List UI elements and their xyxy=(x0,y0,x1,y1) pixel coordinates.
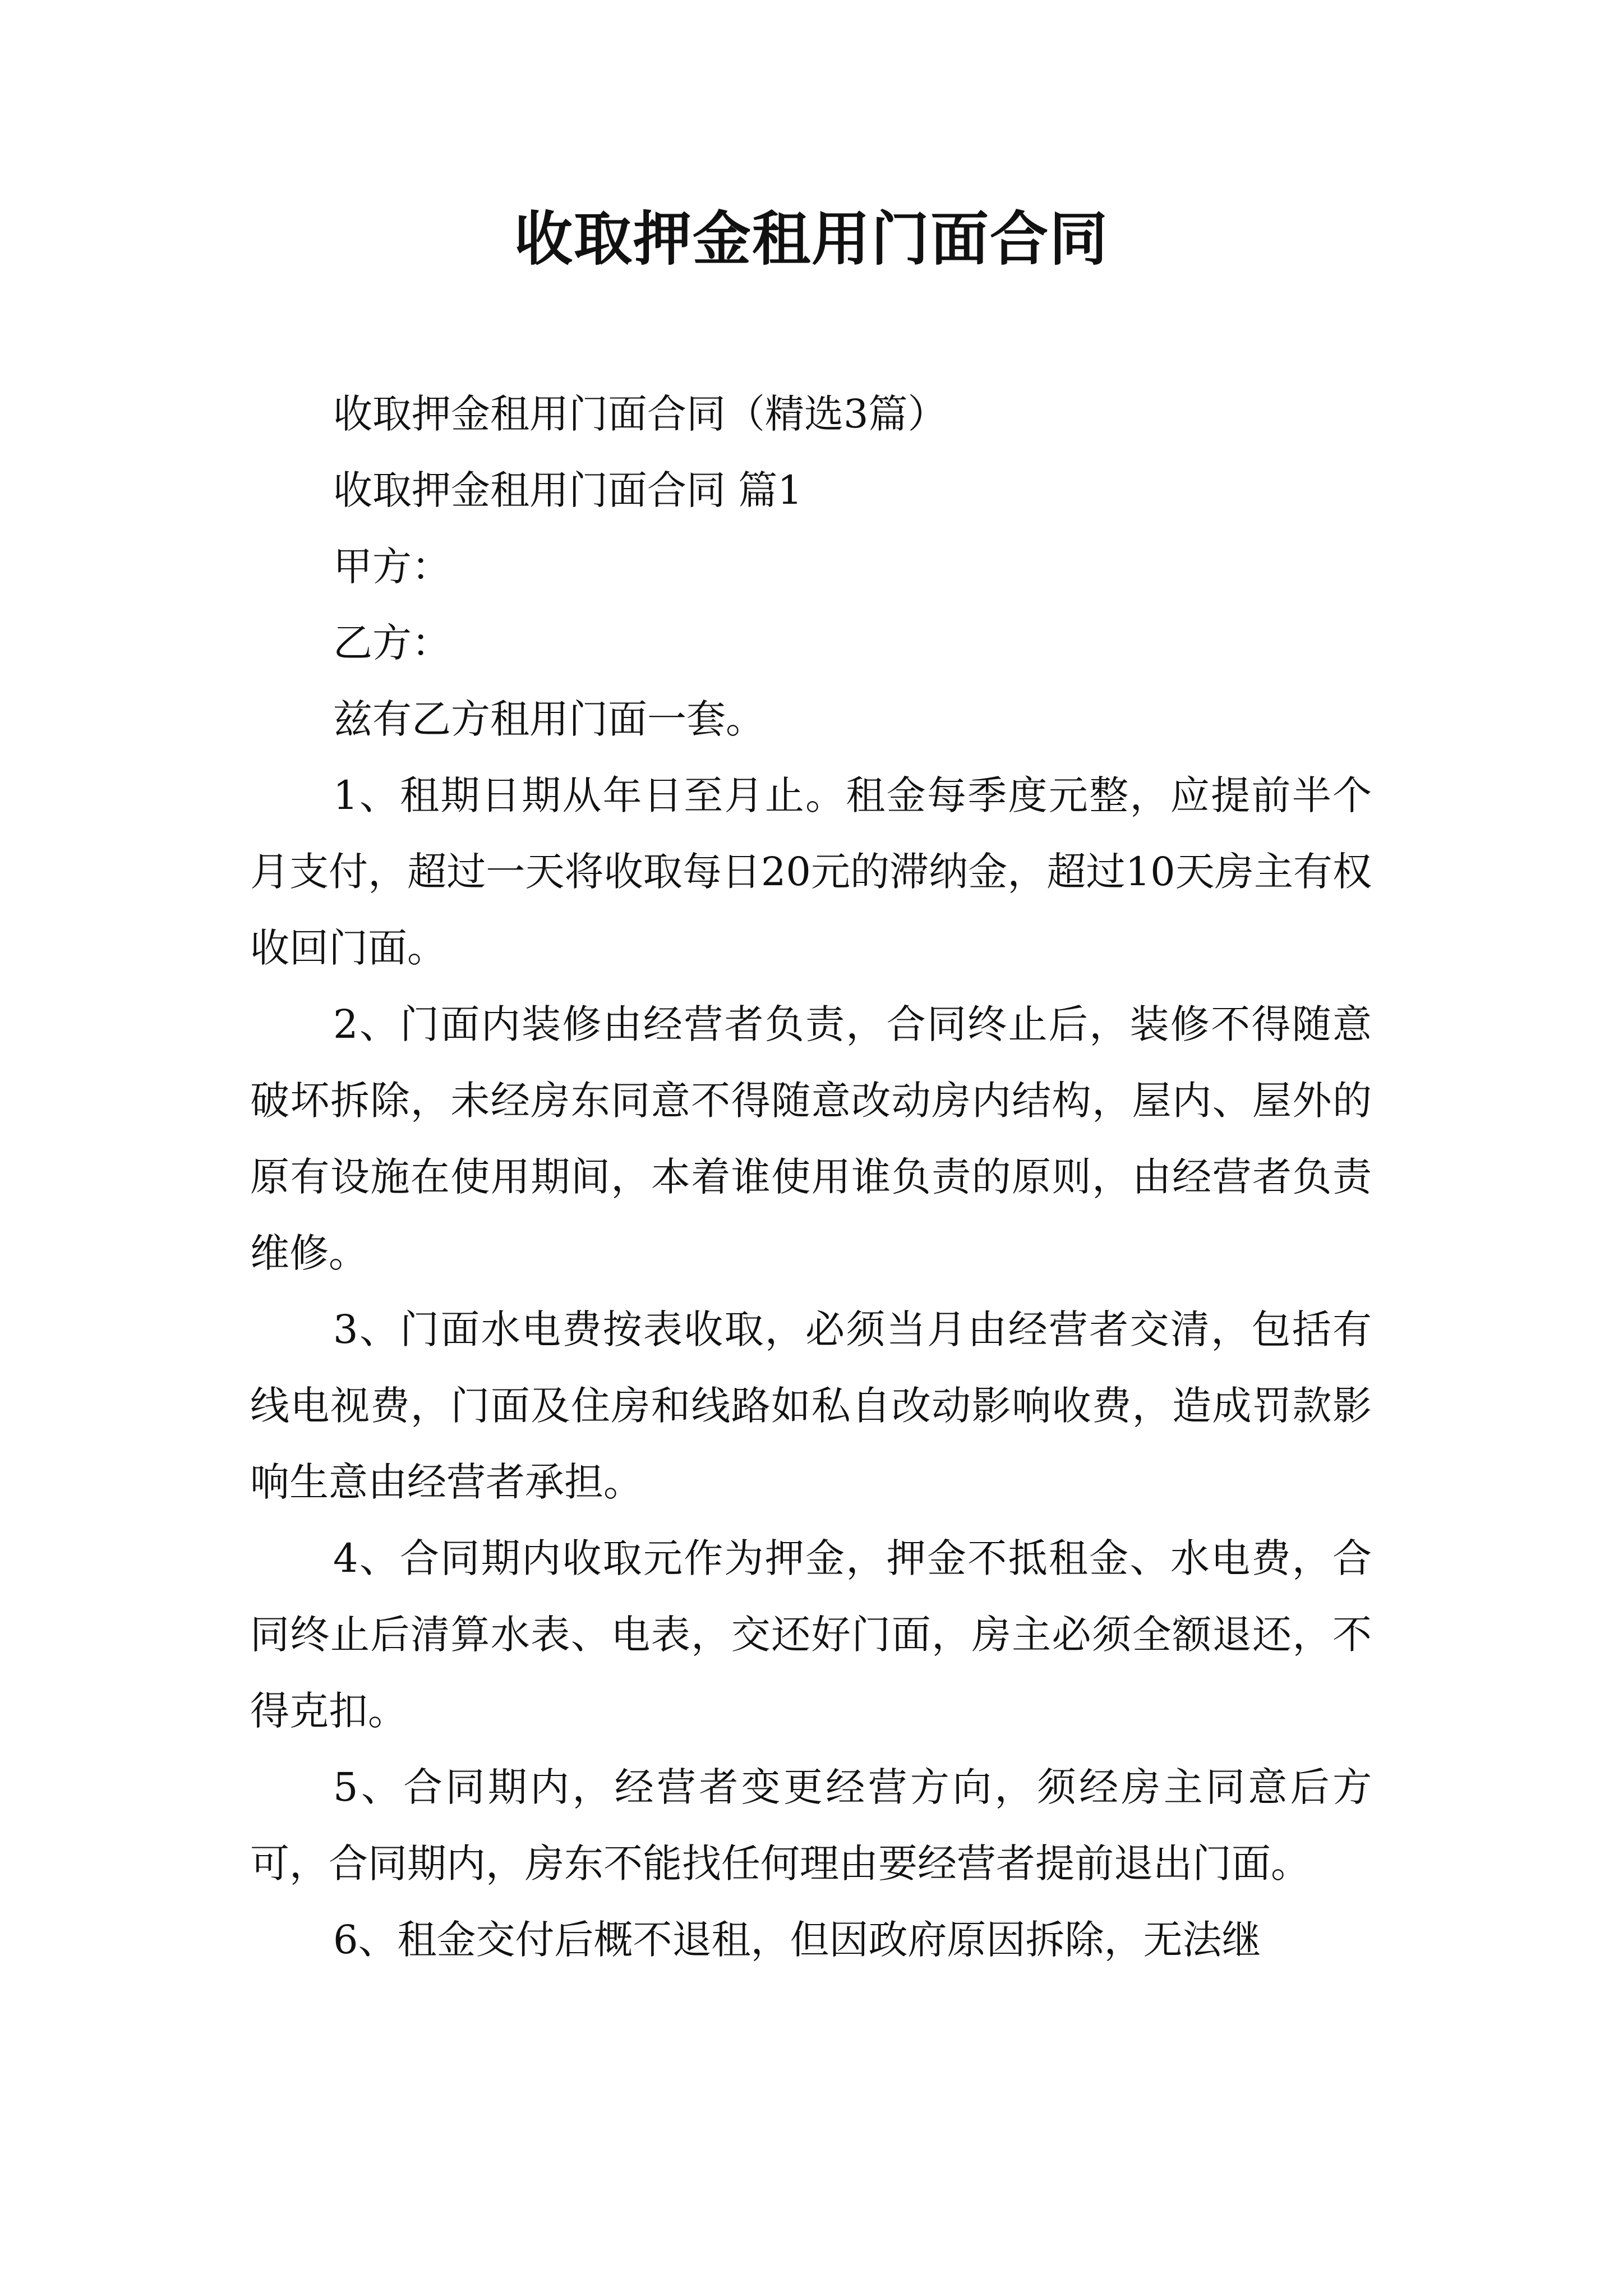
document-body xyxy=(250,376,1372,1978)
paragraph-clause-3: 3、门面水电费按表收取，必须当月由经营者交清，包括有线电视费，门面及住房和线路如私自改动影响收费，造成罚款影响生意由经营者承担。 xyxy=(250,1306,1372,1505)
paragraph-section-heading: 收取押金租用门面合同 篇1 xyxy=(333,467,803,513)
paragraph-intro: 兹有乙方租用门面一套。 xyxy=(333,696,765,742)
paragraph-clause-1: 1、租期日期从年日至月止。租金每季度元整，应提前半个月支付，超过一天将收取每日20元的滞纳金，超过10天房主有权收回门面。 xyxy=(250,772,1372,971)
paragraph-clause-2: 2、门面内装修由经营者负责，合同终止后，装修不得随意破坏拆除，未经房东同意不得随意改动房内结构，屋内、屋外的原有设施在使用期间，本着谁使用谁负责的原则，由经营者负责维修。 xyxy=(250,1001,1372,1276)
paragraph-party-a: 甲方： xyxy=(333,544,451,590)
paragraph-subtitle: 收取押金租用门面合同（精选3篇） xyxy=(333,391,947,437)
paragraph-clause-5: 5、合同期内，经营者变更经营方向，须经房主同意后方可，合同期内，房东不能找任何理由要经营者提前退出门面。 xyxy=(250,1764,1372,1887)
paragraph-clause-6: 6、租金交付后概不退租，但因政府原因拆除，无法继 xyxy=(333,1917,1261,1963)
paragraph-party-b: 乙方： xyxy=(333,620,451,666)
document-title: 收取押金租用门面合同 xyxy=(514,204,1109,273)
paragraph-clause-4: 4、合同期内收取元作为押金，押金不抵租金、水电费，合同终止后清算水表、电表，交还好门面，房主必须全额退还，不得克扣。 xyxy=(250,1535,1372,1734)
